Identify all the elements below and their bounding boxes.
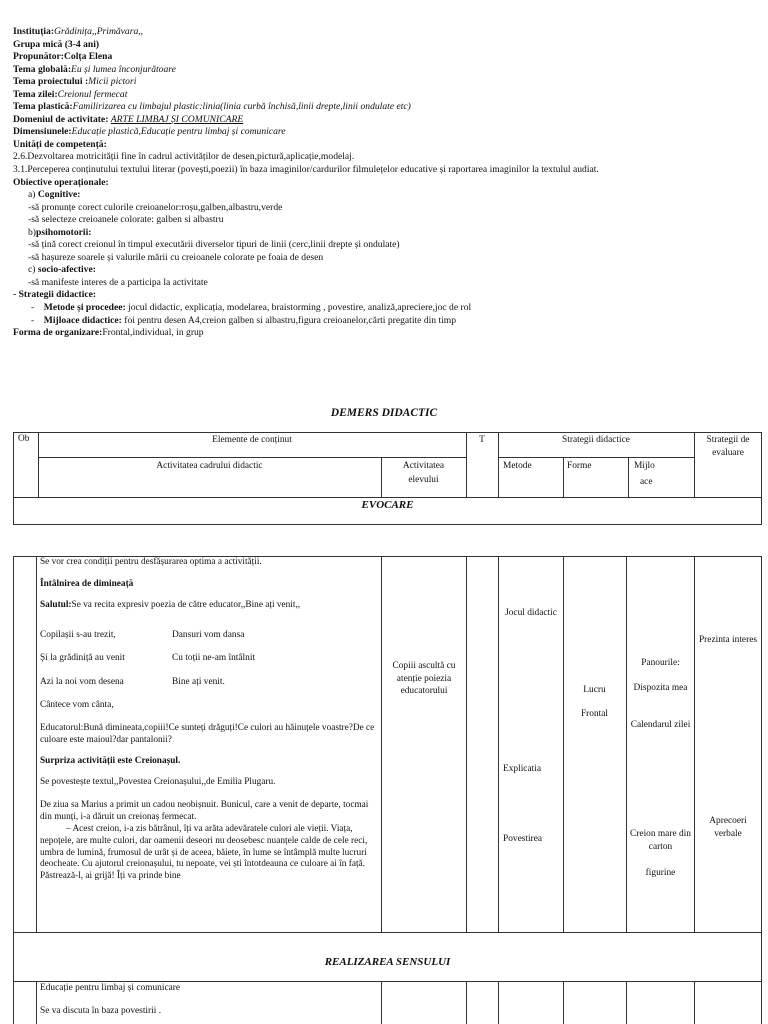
- methods-label: Metode și procedee:: [43, 302, 126, 314]
- col-materials-2: ace: [640, 477, 653, 487]
- morning-meeting-heading: Întâlnirea de dimineață: [40, 578, 134, 589]
- educator-dialog: Educatorul:Bună dimineata,copiii!Ce sunteți drăguți!Ce culori au hăinuțele voastre?De ce culoare este maioul?dar pantalonii?: [40, 723, 375, 745]
- group-line: Grupa mică (3-4 ani): [13, 38, 100, 50]
- author-label: Propunător:: [13, 51, 64, 63]
- poem-line-4: Cântece vom cânta,: [40, 700, 114, 710]
- poem-line-2b: Cu toții ne-am întâlnit: [172, 653, 256, 663]
- domain-label: Domeniul de activitate:: [13, 113, 111, 125]
- col-methods: Metode: [503, 461, 532, 471]
- organization-value: Frontal,individual, in grup: [102, 327, 204, 339]
- teacher-activity-cell: [40, 557, 378, 612]
- dimensions-value: Educație plastică,Educație pentru limbaj și comunicare: [71, 126, 286, 138]
- competence-units-label: Unități de competență:: [13, 138, 107, 150]
- author-value: Colța Elena: [64, 51, 113, 63]
- form-frontal: Frontal: [580, 709, 609, 719]
- realizare-line-2: Se va discuta în baza povestirii .: [40, 1006, 162, 1016]
- material-panels: Panourile:: [641, 658, 680, 668]
- col-teacher-activity: Activitatea cadrului didactic: [156, 461, 263, 471]
- student-activity: Copiii ascultă cu atenție poiezia educatorului: [392, 661, 456, 696]
- psychomotor-label: psihomotorii:: [36, 226, 92, 238]
- art-theme-value: Familirizarea cu limbajul plastic:linia(linia curbă închisă,linii drepte,linii ondulate etc): [72, 101, 411, 113]
- lesson-header: [13, 26, 761, 340]
- materials-label: Mijloace didactice:: [43, 314, 122, 326]
- cognitive-objective-1: -să pronunțe corect culorile creioanelor:roșu,galben,albastru,verde: [28, 201, 283, 213]
- poem-line-2a: Și la grădiniță au venit: [40, 653, 125, 663]
- material-mood: Dispozita mea: [633, 683, 688, 693]
- poem-line-3b: Bine ați venit.: [172, 677, 225, 687]
- col-materials-1: Mijlo: [634, 461, 655, 471]
- psychomotor-prefix: b): [28, 226, 36, 238]
- col-student-activity-2: elevului: [408, 475, 439, 485]
- story-paragraph-1: De ziua sa Marius a primit un cadou neobișnuit. Bunicul, care a venit de departe, tocmai din munți, i-a dăruit un creionaș fermecat.: [40, 799, 369, 822]
- story-paragraph-2: – Acest creion, i-a zis bătrânul, îți va arăta adevăratele culori ale vieții. Viața, nepoțele, are multe culori, dar oamenii deseori nu deosebesc nuanțele calde de cele reci, umbra de lumină, frumosul de urât și de aceea, băiete, în lume se întâmplă multe lucruri deocheate. Cu ajutorul creionașului, tu nepoate, vei ști întotdeauna ce culoare ai în față. Păstrează-l, ai grijă! Îți va prinde bine: [40, 824, 368, 882]
- col-evaluation: Strategii de evaluare: [706, 435, 750, 458]
- strategies-label: - Strategii didactice:: [13, 289, 97, 301]
- methods-bullet: -: [31, 302, 35, 314]
- art-theme-label: Tema plastică:: [13, 101, 73, 113]
- materials-bullet: -: [31, 314, 35, 326]
- socio-prefix: c): [28, 264, 38, 276]
- day-theme-label: Tema zilei:: [13, 88, 58, 100]
- project-theme-value: Micii pictori: [88, 76, 137, 88]
- material-calendar: Calendarul zilei: [630, 720, 691, 730]
- cognitive-prefix: a): [28, 189, 38, 201]
- surprise-label: Surpriza activității este: [40, 756, 135, 767]
- realizare-line-1: Educație pentru limbaj și comunicare: [40, 983, 181, 993]
- dimensions-label: Dimensiunele:: [13, 126, 72, 138]
- global-theme-label: Tema globală:: [13, 63, 72, 75]
- methods-value: jocul didactic, explicația, modelarea, braistorming , povestire, analiză,apreciere,joc de rol: [125, 302, 472, 314]
- cognitive-label: Cognitive:: [37, 189, 81, 201]
- project-theme-label: Tema proiectului :: [13, 76, 89, 88]
- story-intro: Se povestește textul,,Povestea Creionașului,,de Emilia Plugaru.: [40, 777, 276, 788]
- day-theme-value: Creionul fermecat: [57, 88, 128, 100]
- section-evocare: EVOCARE: [361, 499, 414, 511]
- cognitive-objective-2: -să selecteze creioanele colorate: galben si albastru: [28, 214, 224, 226]
- socio-label: socio-afective:: [37, 264, 96, 276]
- section-title-demers: DEMERS DIDACTIC: [330, 407, 438, 419]
- greeting-text: Se va recita expresiv poezia de către educator,,Bine ați venit,,: [71, 600, 301, 611]
- socio-objective-1: -să manifeste interes de a participa la activitate: [28, 276, 208, 288]
- institution-label: Instituția:: [13, 26, 55, 37]
- surprise-value: Creionașul.: [134, 756, 181, 767]
- form-work: Lucru: [583, 685, 606, 695]
- col-content-elements: Elemente de conținut: [212, 435, 292, 445]
- method-game: Jocul didactic: [505, 608, 557, 618]
- global-theme-value: Eu și lumea înconjurătoare: [71, 63, 176, 75]
- psychomotor-objective-2: -să hașureze soarele și valurile mării cu creioanele colorate pe foaia de desen: [28, 251, 324, 263]
- organization-label: Forma de organizare:: [13, 327, 103, 339]
- material-pencil: Creion mare din carton: [630, 829, 691, 852]
- eval-interest: Prezinta interes: [698, 635, 758, 645]
- col-strategies: Strategii didactice: [562, 435, 630, 445]
- teacher-activity-cont: [40, 723, 378, 883]
- method-explanation: Explicatia: [503, 764, 542, 774]
- domain-value: ARTE LIMBAJ ȘI COMUNICARE: [110, 113, 244, 125]
- col-student-activity-1: Activitatea: [402, 461, 445, 471]
- col-ob: Ob: [18, 434, 30, 444]
- competence-unit-1: 2.6.Dezvoltarea motricității fine în cadrul activităților de desen,pictură,aplicație,modelaj.: [13, 151, 355, 163]
- competence-unit-2: 3.1.Perceperea conținutului textului literar (povești,poezii) în baza imaginilor/cardurilor filmulețelor educative și raportarea imaginilor la textulul audiat.: [13, 164, 599, 176]
- intro-paragraph: Se vor crea condiții pentru desfășurarea optima a activității.: [40, 557, 262, 567]
- eval-verbal: Aprecoeri verbale: [709, 816, 747, 839]
- greeting-label: Salutul:: [40, 600, 72, 611]
- col-time: T: [479, 435, 485, 445]
- institution-value: Grădinița,,Primăvara,,: [54, 26, 144, 37]
- poem-line-3a: Azi la noi vom desena: [40, 677, 124, 687]
- poem-line-1a: Copilașii s-au trezit,: [40, 630, 116, 640]
- material-figurines: figurine: [645, 868, 676, 878]
- section-realizare: REALIZAREA SENSULUI: [324, 956, 451, 968]
- materials-value: foi pentru desen A4,creion galben si albastru,figura creioanelor,cărti pregatite din timp: [121, 314, 457, 326]
- col-forms: Forme: [567, 461, 592, 471]
- method-storytelling: Povestirea: [503, 834, 543, 844]
- poem-line-1b: Dansuri vom dansa: [172, 630, 245, 640]
- objectives-label: Obiective operaționale:: [13, 176, 109, 188]
- psychomotor-objective-1: -să țină corect creionul în timpul executării diverselor tipuri de linii (cerc,linii drepte și ondulate): [28, 239, 400, 251]
